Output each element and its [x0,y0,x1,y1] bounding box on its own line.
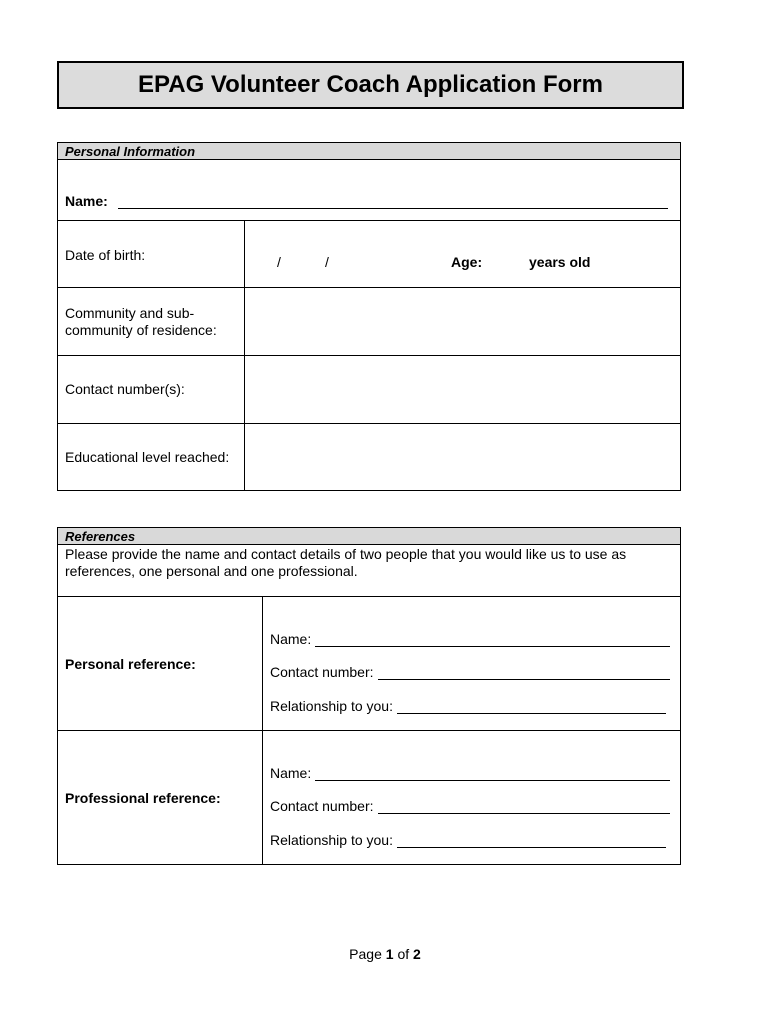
current-page: 1 [385,946,394,962]
professional-ref-name-line[interactable] [270,765,670,781]
contact-row [58,355,680,423]
contact-label: Contact number(s): [58,356,245,423]
professional-ref-contact-label: Contact number: [270,798,374,814]
professional-ref-relationship-label: Relationship to you: [270,832,393,848]
dob-separator-2: / [325,254,329,270]
references-table [57,527,681,865]
education-field[interactable] [245,424,680,490]
personal-ref-relationship-label: Relationship to you: [270,698,393,714]
personal-ref-name-label: Name: [270,631,312,647]
references-intro: Please provide the name and contact details of two people that you would like us to use as references, one personal and one professional. [65,546,627,579]
personal-ref-relationship-line[interactable] [270,698,666,714]
personal-ref-name-input[interactable] [315,632,670,647]
name-label: Name: [65,193,108,209]
age-label: Age: [451,254,483,270]
dob-separator-1: / [277,254,281,270]
professional-ref-relationship-input[interactable] [397,833,666,848]
personal-ref-contact-line[interactable] [270,664,670,680]
education-label: Educational level reached: [58,424,245,490]
professional-reference-fields [263,731,680,864]
personal-information-header: Personal Information [58,143,680,160]
professional-ref-contact-input[interactable] [378,799,671,814]
community-field[interactable] [245,288,680,355]
contact-field[interactable] [245,356,680,423]
personal-reference-label: Personal reference: [58,597,263,730]
years-old-label: years old [529,254,591,270]
dob-field[interactable] [245,221,680,287]
personal-ref-contact-input[interactable] [378,665,671,680]
form-title: EPAG Volunteer Coach Application Form [57,61,684,109]
education-row [58,423,680,490]
personal-reference-row [58,596,680,730]
personal-ref-contact-label: Contact number: [270,664,374,680]
community-row [58,287,680,355]
references-header: References [58,528,680,545]
dob-label: Date of birth: [58,221,245,287]
professional-ref-name-label: Name: [270,765,312,781]
total-pages: 2 [413,946,421,962]
personal-ref-relationship-input[interactable] [397,699,666,714]
professional-ref-contact-line[interactable] [270,798,670,814]
name-field[interactable] [118,208,668,209]
page-word: Page [349,946,382,962]
community-label: Community and sub-community of residence: [58,288,245,355]
name-row [58,160,680,220]
personal-ref-name-line[interactable] [270,631,670,647]
page-footer [0,946,770,962]
professional-ref-name-input[interactable] [315,766,670,781]
of-word: of [397,946,410,962]
professional-reference-label: Professional reference: [58,731,263,864]
personal-information-table [57,142,681,491]
dob-row [58,220,680,287]
personal-reference-fields [263,597,680,730]
professional-reference-row [58,730,680,864]
professional-ref-relationship-line[interactable] [270,832,666,848]
